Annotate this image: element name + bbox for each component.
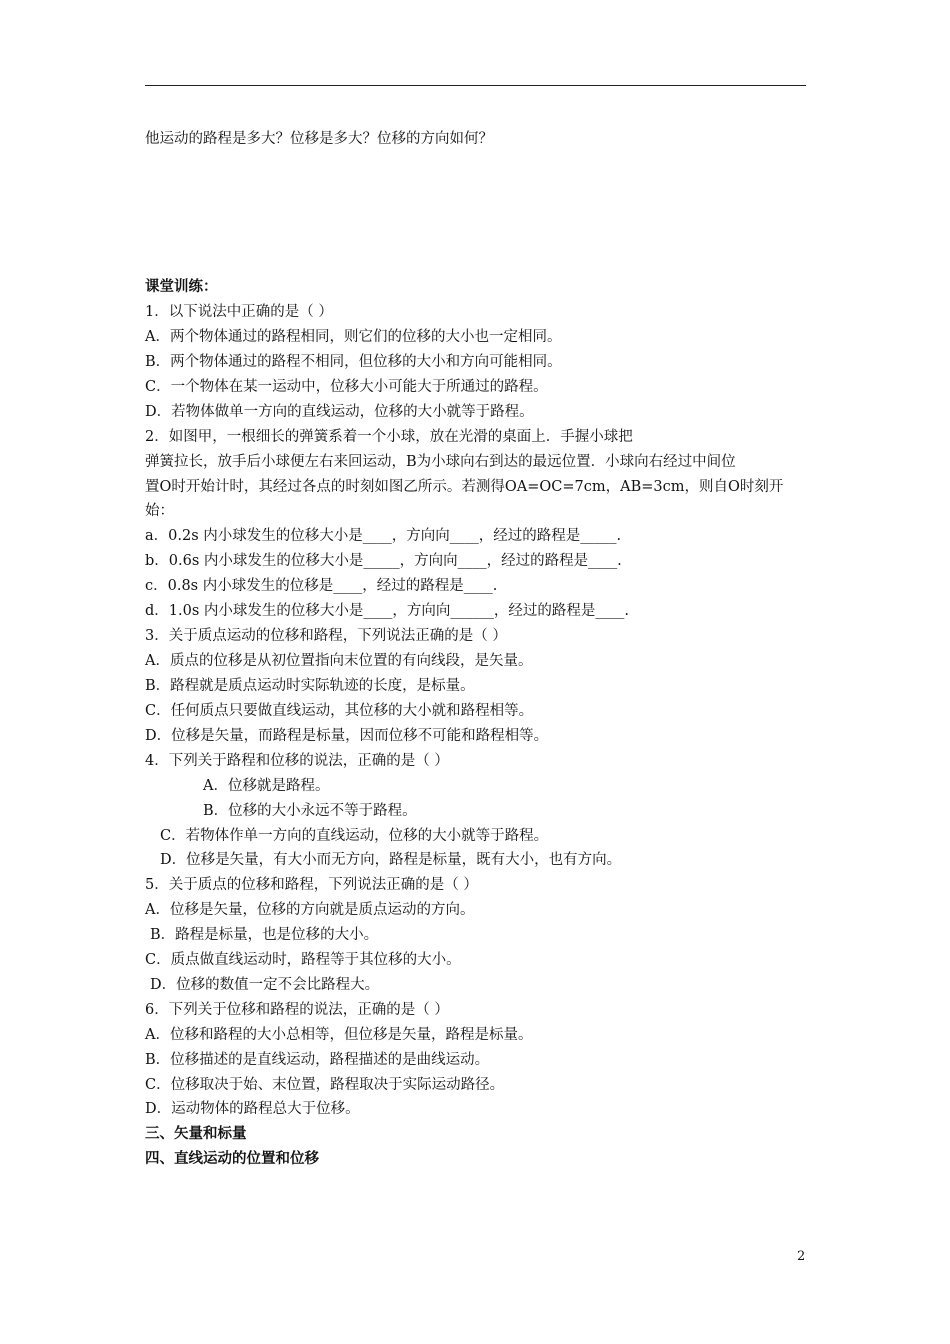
q4-stem: 4．下列关于路程和位移的说法，正确的是（ ） bbox=[145, 753, 449, 769]
q6-option-b: B．位移描述的是直线运动，路程描述的是曲线运动。 bbox=[145, 1052, 490, 1068]
heading-linear-motion: 四、直线运动的位置和位移 bbox=[145, 1150, 319, 1167]
q5-option-c: C．质点做直线运动时，路程等于其位移的大小。 bbox=[145, 952, 461, 968]
q5-option-d: D．位移的数值一定不会比路程大。 bbox=[150, 977, 380, 993]
q6-option-c: C．位移取决于始、末位置，路程取决于实际运动路径。 bbox=[145, 1077, 505, 1093]
q4-option-c: C．若物体作单一方向的直线运动，位移的大小就等于路程。 bbox=[160, 828, 549, 844]
q2-stem-line4: 始： bbox=[145, 503, 174, 519]
q3-option-c: C．任何质点只要做直线运动，其位移的大小就和路程相等。 bbox=[145, 703, 534, 719]
q1-option-c: C．一个物体在某一运动中，位移大小可能大于所通过的路程。 bbox=[145, 379, 548, 395]
q2-stem-line3: 置O时开始计时，其经过各点的时刻如图乙所示。若测得OA=OC=7cm，AB=3cm，则自O时刻开 bbox=[145, 479, 784, 495]
q2-part-c: c．0.8s 内小球发生的位移是____，经过的路程是____. bbox=[145, 578, 498, 594]
q2-part-a: a．0.2s 内小球发生的位移大小是____，方向向____，经过的路程是_____. bbox=[145, 528, 622, 544]
q6-option-a: A．位移和路程的大小总相等，但位移是矢量，路程是标量。 bbox=[145, 1027, 533, 1043]
intro-question-line: 他运动的路程是多大？位移是多大？位移的方向如何？ bbox=[145, 131, 493, 147]
section-title: 课堂训练： bbox=[145, 278, 218, 295]
q5-option-b: B．路程是标量，也是位移的大小。 bbox=[150, 927, 379, 943]
q5-option-a: A．位移是矢量，位移的方向就是质点运动的方向。 bbox=[145, 902, 475, 918]
q1-option-b: B．两个物体通过的路程不相同，但位移的大小和方向可能相同。 bbox=[145, 354, 562, 370]
header-rule bbox=[145, 85, 806, 86]
q4-option-d: D．位移是矢量，有大小而无方向，路程是标量，既有大小，也有方向。 bbox=[160, 852, 622, 868]
q1-option-a: A．两个物体通过的路程相同，则它们的位移的大小也一定相同。 bbox=[145, 329, 562, 345]
q1-stem: 1．以下说法中正确的是（ ） bbox=[145, 304, 333, 320]
q2-part-b: b．0.6s 内小球发生的位移大小是_____，方向向____，经过的路程是____. bbox=[145, 553, 622, 569]
q6-stem: 6．下列关于位移和路程的说法，正确的是（ ） bbox=[145, 1002, 449, 1018]
q3-option-b: B．路程就是质点运动时实际轨迹的长度，是标量。 bbox=[145, 678, 475, 694]
q4-option-a: A．位移就是路程。 bbox=[203, 778, 330, 794]
q6-option-d: D．运动物体的路程总大于位移。 bbox=[145, 1101, 360, 1117]
q2-stem-line2: 弹簧拉长，放手后小球便左右来回运动，B为小球向右到达的最远位置．小球向右经过中间位 bbox=[145, 454, 736, 470]
q3-option-a: A．质点的位移是从初位置指向末位置的有向线段，是矢量。 bbox=[145, 653, 533, 669]
q2-part-d: d．1.0s 内小球发生的位移大小是____，方向向______，经过的路程是____. bbox=[145, 603, 629, 619]
q1-option-d: D．若物体做单一方向的直线运动，位移的大小就等于路程。 bbox=[145, 404, 534, 420]
q5-stem: 5．关于质点的位移和路程，下列说法正确的是（ ） bbox=[145, 877, 478, 893]
q4-option-b: B．位移的大小永远不等于路程。 bbox=[203, 803, 417, 819]
q3-stem: 3．关于质点运动的位移和路程，下列说法正确的是（ ） bbox=[145, 628, 507, 644]
q2-stem-line1: 2．如图甲，一根细长的弹簧系着一个小球，放在光滑的桌面上．手握小球把 bbox=[145, 429, 633, 445]
q3-option-d: D．位移是矢量，而路程是标量，因而位移不可能和路程相等。 bbox=[145, 728, 549, 744]
page-number: 2 bbox=[797, 1249, 806, 1264]
heading-vectors-scalars: 三、矢量和标量 bbox=[145, 1125, 247, 1142]
